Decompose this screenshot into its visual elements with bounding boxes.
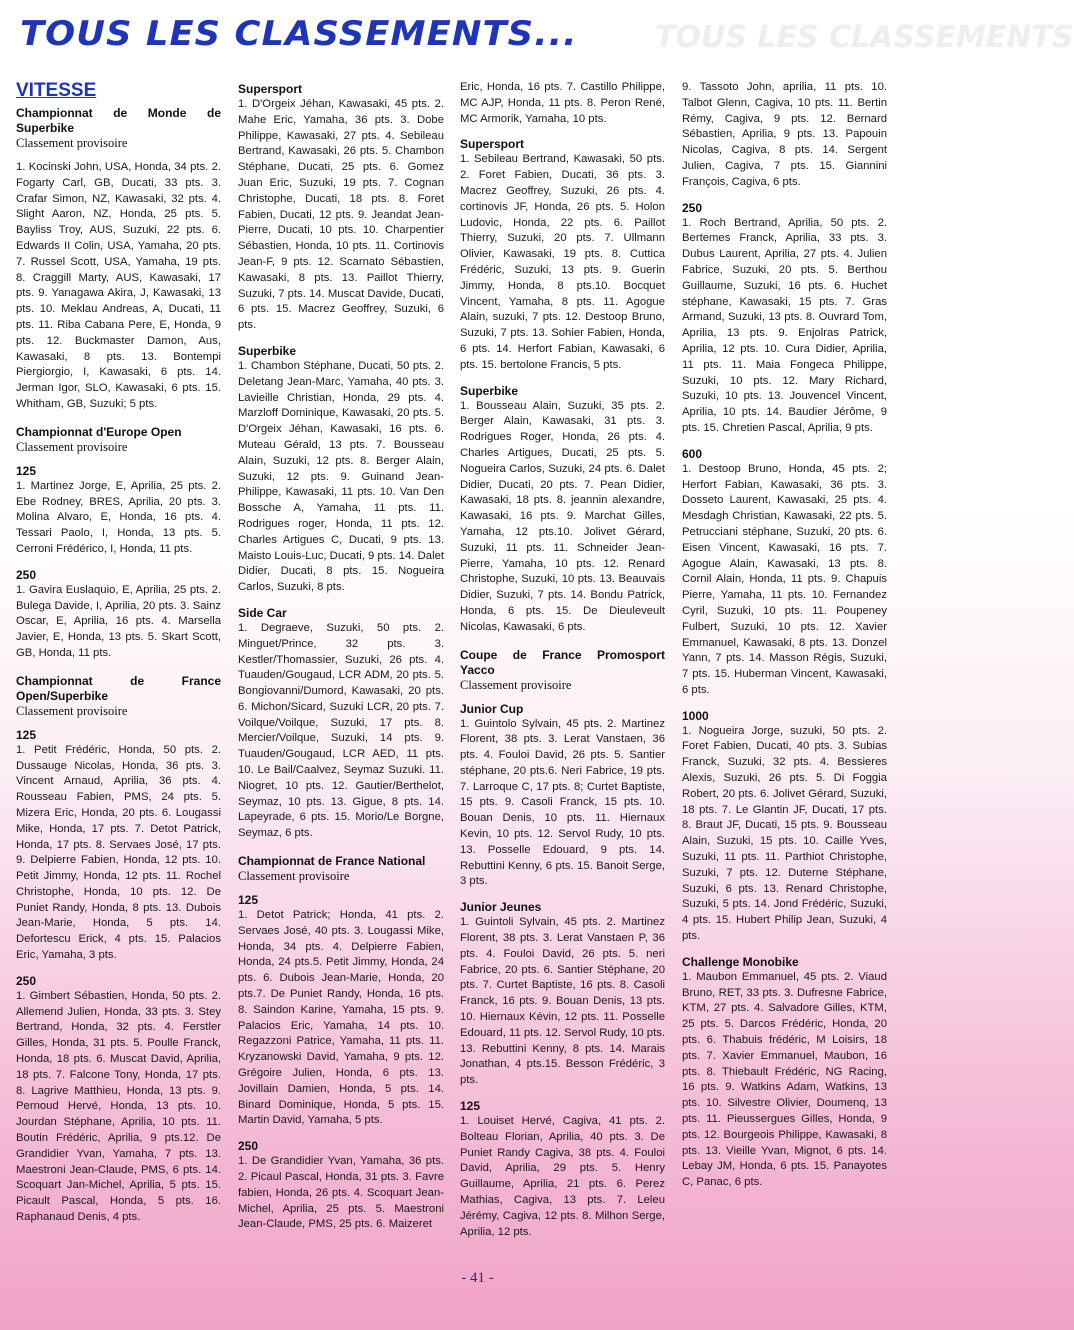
class-label: 125 (460, 1099, 481, 1114)
class-label: 250 (16, 567, 37, 582)
ranking-block (682, 80, 887, 1191)
class-label: Challenge Monobike (682, 954, 799, 969)
class-group (682, 709, 887, 945)
class-group (682, 80, 887, 191)
class-label: Junior Cup (460, 701, 524, 716)
class-group (682, 447, 887, 699)
section-title: VITESSE (16, 80, 97, 101)
standings-text: 1. Guintolo Sylvain, 45 pts. 2. Martinez Florent, 38 pts. 3. Lerat Vanstaen, 36 pts. 4. Fouloi David, 26 pts. 5. Santier stéphane, 20 pts.6. Neri Fabrice, 19 pts. 7. Larroque C, 17 pts. 8; Curtet Baptiste, 15 pts. 9. Casoli Franck, 15 pts. 10. Bouan Denis, 10 pts. 11. Hiernaux Kevin, 10 pts. 12. Servol Rudy, 10 pts. 13. Posselle Edouard, 9 pts. 14. Rebuttini Kenny, 6 pts. 15. Banoit Serge, 3 pts. (460, 717, 665, 888)
standings-text: 1. Guintoli Sylvain, 45 pts. 2. Martinez Florent, 38 pts. 3. Lerat Vanstaen P, 36 pts. 4. Fouloi David, 26 pts. 5. neri Fabrice, 20 pts. 6. Santier Stéphane, 20 pts. 7. Curtet Baptiste, 16 pts. 8. Casoli Franck, 16 pts. 9. Bouan Denis, 13 pts. 10. Hiernaux Kévin, 12 pts. 11. Posselle Edouard, 11 pts. 12. Servol Rudy, 10 pts. 13. Rebuttini Kenny, 8 pts. 14. Marais Jonathan, 4 pts.15. Besson Frédéric, 3 pts. (460, 916, 665, 1087)
class-label: 250 (16, 973, 37, 988)
standings-text: 1. Gimbert Sébastien, Honda, 50 pts. 2. Allemend Julien, Honda, 33 pts. 3. Stey Bertrand, Honda, 32 pts. 4. Ferstler Gilles, Honda, 31 pts. 5. Poulle Franck, Honda, 18 pts. 6. Muscat David, Aprilia, 18 pts. 7. Falcone Tony, Honda, 17 pts. 8. Lagrive Matthieu, Honda, 13 pts. 9. Pernoud Hervé, Honda, 13 pts. 10. Jourdan Stéphane, Aprilia, 10 pts. 11. Boutin Frédéric, Aprilia, 9 pts.12. De Grandidier Yvan, Yamaha, 7 pts. 13. Maestroni Jean-Claude, PMS, 6 pts. 14. Scoquart Jan-Michel, Aprilia, 5 pts. 15. Picault Pascal, Honda, 5 pts. 16. Raphanaud Denis, 4 pts. (16, 989, 221, 1224)
provisional-label: Classement provisoire (16, 439, 128, 454)
standings-text: 1. Detot Patrick; Honda, 41 pts. 2. Servaes José, 40 pts. 3. Lougassi Mike, Honda, 34 pts. 4. Delpierre Fabien, Honda, 24 pts.5. Petit Jimmy, Honda, 24 pts. 6. Dubois Jean-Marie, Honda, 20 pts.7. De Puniet Randy, Honda, 16 pts. 8. Saindon Karine, Yamaha, 15 pts. 9. Palacios Eric, Yamaha, 14 pts. 10. Regazzoni Patrice, Yamaha, 11 pts. 11. Kryzanowski David, Yamaha, 9 pts. 12. Grégoire Julien, Honda, 6 pts. 13. Jovillain Damien, Honda, 5 pts. 14. Binard Dominique, Honda, 5 pts. 15. Martin David, Yamaha, 5 pts. (238, 909, 444, 1127)
class-group (238, 82, 444, 334)
standings-text: 1. Bousseau Alain, Suzuki, 35 pts. 2. Berger Alain, Kawasaki, 31 pts. 3. Rodrigues Roger, Honda, 26 pts. 4. Charles Artigues, Ducati, 25 pts. 5. Nogueira Carlos, Suzuki, 24 pts. 6. Dalet Didier, Ducati, 20 pts. 7. Pean Didier, Kawasaki, 18 pts. 8. jeannin alexandre, Kawasaki, 16 pts. 9. Marchat Gilles, Yamaha, 12 pts.10. Jolivet Gérard, Suzuki, 11 pts. 11. Schneider Jean-Pierre, Yamaha, 10 pts. 12. Renard Christophe, Suzuki, 10 pts. 13. Beauvais Didier, Suzuki, 7 pts. 14. Bondu Patrick, Honda, 6 pts. 15. De Dieuleveult Nicolas, Kawasaki, 6 pts. (460, 399, 665, 633)
class-group (460, 900, 665, 1089)
championship-heading: Championnat d'Europe Open (16, 424, 182, 439)
provisional-label: Classement provisoire (238, 869, 350, 884)
ranking-block (238, 854, 444, 1233)
standings-text: 1. Martinez Jorge, E, Aprilia, 25 pts. 2. Ebe Rodney, BRES, Aprilia, 20 pts. 3. Molina Alvaro, E, Honda, 16 pts. 4. Tessari Paolo, I, Honda, 13 pts. 5. Cerroni Frédérico, I, Honda, 11 pts. (16, 479, 221, 555)
class-label: 600 (682, 446, 703, 461)
ranking-block (460, 648, 665, 1241)
standings-text: 1. D'Orgeix Jéhan, Kawasaki, 45 pts. 2. Mahe Eric, Yamaha, 36 pts. 3. Dobe Philippe, Kawasaki, 27 pts. 4. Sebileau Bertrand, Kawasaki, 26 pts. 5. Chambon Stéphane, Ducati, 25 pts. 6. Gomez Juan Eric, Suzuki, 19 pts. 7. Cognan Christophe, Ducati, 18 pts. 8. Foret Fabien, Ducati, 12 pts. 9. Jeandat Jean-Pierre, Ducati, 10 pts. 10. Charpentier Sébastien, Honda, 10 pts. 11. Cortinovis Jean-F, 9 pts. 12. Scarnato Sébastien, Kawasaki, 8 pts. 13. Paillot Thierry, Suzuki, 7 pts. 14. Muscat Davide, Ducati, 6 pts. 15. Macrez Geoffrey, Suzuki, 6 pts. (238, 98, 444, 332)
standings-text: 1. Nogueira Jorge, suzuki, 50 pts. 2. Foret Fabien, Ducati, 40 pts. 3. Subias Franck, Suzuki, 32 pts. 4. Bessieres Alexis, Suzuki, 26 pts. 5. Di Foggia Robert, 20 pts. 6. Jolivet Gérard, Suzuki, 18 pts. 7. Le Glantin JF, Ducati, 17 pts. 8. Braut JF, Ducati, 15 pts. 9. Bousseau Alain, Suzuki, 15 pts. 10. Caille Yves, Suzuki, 11 pts. 11. Parthiot Christophe, Suzuki, 7 pts. 12. Duterne Stéphane, Suzuki, 6 pts. 13. Renard Christophe, Suzuki, 5 pts. 14. Jond Frédéric, Suzuki, 4 pts. 15. Hubert Philip Jean, Suzuki, 4 pts. (682, 724, 887, 943)
standings-text: 1. Louiset Hervé, Cagiva, 41 pts. 2. Bolteau Florian, Aprilia, 40 pts. 3. De Puniet Randy Cagiva, 38 pts. 4. Fouloi David, Aprilia, 29 pts. 5. Henry Guillaume, Aprilia, 21 pts. 6. Perez Mathias, Cagiva, 13 pts. 7. Leleu Jérémy, Cagiva, 12 pts. 8. Milhon Serge, Aprilia, 12 pts. (460, 1115, 665, 1238)
standings-text: 1. De Grandidier Yvan, Yamaha, 36 pts. 2. Picaul Pascal, Honda, 31 pts. 3. Favre fabien, Honda, 26 pts. 4. Scoquart Jean-Michel, Aprilia, 25 pts. 5. Maestroni Jean-Claude, PMS, 25 pts. 6. Maizeret (238, 1155, 444, 1231)
ranking-block (460, 80, 665, 636)
class-group (460, 384, 665, 636)
standings-text: 1. Roch Bertrand, Aprilia, 50 pts. 2. Bertemes Franck, Aprilia, 33 pts. 3. Dubus Laurent, Aprilia, 27 pts. 4. Julien Fabrice, Suzuki, 20 pts. 5. Berthou Guillaume, Suzuki, 16 pts. 6. Huchet stéphane, Kawasaki, 15 pts. 7. Gras Armand, Suzuki, 13 pts. 8. Ouvrard Tom, Aprilia, 13 pts. 9. Enjolras Patrick, Aprilia, 12 pts. 10. Cura Didier, Aprilia, 11 pts. 11. Maia Fongeca Philippe, Suzuki, 10 pts. 12. Mary Richard, Suzuki, 10 pts. 13. Jouvencel Vincent, Aprilia, 10 pts. 14. Baudier Jérôme, 9 pts. 15. Chretien Pascal, Aprilia, 9 pts. (682, 216, 887, 434)
class-label: Supersport (460, 137, 525, 152)
ranking-block (16, 674, 221, 1226)
class-label: Superbike (460, 383, 519, 398)
class-label: Supersport (238, 82, 303, 96)
standings-text: 1. Kocinski John, USA, Honda, 34 pts. 2. Fogarty Carl, GB, Ducati, 33 pts. 3. Crafar Simon, NZ, Kawasaki, 32 pts. 4. Slight Aaron, NZ, Honda, 25 pts. 5. Bayliss Troy, AUS, Suzuki, 22 pts. 6. Edwards II Colin, USA, Yamaha, 20 pts. 7. Russel Scott, USA, Yamaha, 19 pts. 8. Craggill Marty, AUS, Kawasaki, 17 pts. 9. Yanagawa Akira, J, Kawasaki, 13 pts. 10. Meklau Andreas, A, Ducati, 11 pts. 11. Riba Cabana Pere, E, Honda, 9 pts. 12. Buckmaster Damon, Aus, Kawasaki, 8 pts. 13. Bontempi Piergiorgio, I, Kawasaki, 6 pts. 14. Jerman Igor, SLO, Kawasaki, 6 pts. 15. Whitham, GB, Suzuki; 5 pts. (16, 161, 221, 410)
ranking-block (16, 106, 221, 413)
championship-heading: Championnat de France National (238, 854, 426, 869)
standings-text: 1. Chambon Stéphane, Ducati, 50 pts. 2. Deletang Jean-Marc, Yamaha, 40 pts. 3. Lavieille Christian, Honda, 29 pts. 4. Marzloff Dominique, Kawasaki, 20 pts. 5. D'Orgeix Jéhan, Kawasaki, 16 pts. 6. Muteau Gérald, 13 pts. 7. Bousseau Alain, Suzuki, 12 pts. 8. Berger Alain, Suzuki, 12 pts. 9. Guinand Jean-Philippe, Kawasaki, 11 pts. 10. Van Den Bossche A, Yamaha, 11 pts. 11. Rodrigues roger, Honda, 11 pts. 12. Charles Artigues C, Ducati, 9 pts. 13. Maisto Louis-Luc, Ducati, 9 pts. 14. Dalet Didier, Ducati, 8 pts. 15. Nogueira Carlos, Suzuki, 8 pts. (238, 359, 444, 594)
class-group (460, 80, 665, 127)
provisional-label: Classement provisoire (16, 703, 128, 718)
class-group (238, 344, 444, 596)
standings-text: 1. Destoop Bruno, Honda, 45 pts. 2; Herfort Fabian, Kawasaki, 36 pts. 3. Dosseto Laurent, Kawasaki, 25 pts. 4. Mesdagh Christian, Kawasaki, 22 pts. 5. Petrucciani stéphane, Suzuki, 20 pts. 6. Eisen Vincent, Kawasaki, 16 pts. 7. Agogue Alain, Kawasaki, 13 pts. 8. Cornil Alain, Honda, 11 pts. 9. Chapuis Pierre, Yamaha, 11 pts. 10. Fernandez Cyril, Suzuki, 10 pts. 11. Poupeney Fulbert, Suzuki, 10 pts. 12. Xavier Emmanuel, Kawasaki, 8 pts. 13. Donzel Yann, 7 pts. 14. Masson Régis, Suzuki, 7 pts. 15. Huberman Vincent, Kawasaki, 6 pts. (682, 462, 887, 696)
standings-text: 1. Sebileau Bertrand, Kawasaki, 50 pts. 2. Foret Fabien, Ducati, 36 pts. 3. Macrez Geoffrey, Suzuki, 26 pts. 4. cortinovis JF, Honda, 26 pts. 5. Holon Ludovic, Honda, 22 pts. 6. Paillot Thierry, Suzuki, 20 pts. 7. Ullmann Olivier, Kawasaki, 19 pts. 8. Cuttica Frédéric, Suzuki, 13 pts. 9. Guerin Jimmy, Honda, 8 pts.10. Bocquet Vincent, Yamaha, 8 pts. 11. Agogue Alain, suzuki, 7 pts. 12. Destoop Bruno, Suzuki, 7 pts. 13. Sohier Fabien, Honda, 6 pts. 14. Herfort Fabian, Kawasaki, 6 pts. 15. bertolone Francis, 5 pts. (460, 153, 665, 371)
column-4 (682, 80, 887, 1203)
provisional-label: Classement provisoire (460, 677, 572, 692)
provisional-label: Classement provisoire (16, 136, 128, 150)
class-label: 1000 (682, 708, 709, 723)
ranking-block (238, 82, 444, 842)
championship-heading: Coupe de France Promosport Yacco (460, 647, 665, 677)
column-1 (16, 80, 221, 1238)
class-group (16, 568, 221, 662)
column-2 (238, 80, 444, 1245)
page-title: TOUS LES CLASSEMENTS... (20, 14, 578, 54)
class-label: Side Car (238, 605, 287, 620)
standings-text: 1. Degraeve, Suzuki, 50 pts. 2. Minguet/Prince, 32 pts. 3. Kestler/Thomassier, Suzuki, 26 pts. 4. Tuauden/Gougaud, LCR ADM, 20 pts. 5. Bongiovanni/Dumord, Kawasaki, 20 pts. 6. Michon/Sicard, Suzuki LCR, 20 pts. 7. Voilque/Voilque, Suzuki, 17 pts. 8. Mercier/Voilque, Suzuki, 14 pts. 9. Tuauden/Gougaud, LCR AED, 11 pts. 10. Le Bail/Caalvez, Seymaz Suzuki. 11. Niogret, 10 pts. 12. Gautier/Berthelot, Seymaz, 10 pts. 13. Gigue, 8 pts. 14. Lapeyrade, 6 pts. 15. Morio/Le Borgne, Seymaz, 6 pts. (238, 621, 444, 840)
ranking-block (16, 425, 221, 662)
championship-heading: Championnat de Monde de Superbike (16, 106, 221, 135)
standings-text: 1. Gavira Euslaquio, E, Aprilia, 25 pts. 2. Bulega Davide, I, Aprilia, 20 pts. 3. Sainz Oscar, E, Aprilia, 16 pts. 4. Marsella Javier, E, Honda, 13 pts. 5. Skart Scott, GB, Honda, 11 pts. (16, 583, 221, 659)
standings-text: Eric, Honda, 16 pts. 7. Castillo Philippe, MC AJP, Honda, 11 pts. 8. Peron René, MC Armorik, Yamaha, 10 pts. (460, 81, 665, 125)
page-title-show-through: TOUS LES CLASSEMENTS (655, 20, 1074, 55)
standings-text: 1. Maubon Emmanuel, 45 pts. 2. Viaud Bruno, RET, 33 pts. 3. Dufresne Fabrice, KTM, 27 pts. 4. Salvadore Gilles, KTM, 25 pts. 5. Darcos Frédéric, Honda, 20 pts. 6. Thabuis frédéric, M Loisirs, 18 pts. 7. Xavier Emmanuel, Maubon, 16 pts. 8. Thiebault Frédéric, NG Racing, 16 pts. 9. Watkins Adam, Watkins, 13 pts. 10. Silvestre Olivier, Doumenq, 13 pts. 11. Pieussergues Gilles, Honda, 9 pts. 12. Bourgeois Philippe, Kawasaki, 8 pts. 13. Vieille Yvan, Mignot, 6 pts. 14. Lebay JM, Honda, 6 pts. 15. Panayotes C, Panac, 6 pts. (682, 970, 887, 1189)
class-group (16, 974, 221, 1226)
class-group (460, 137, 665, 373)
class-group (16, 160, 221, 413)
class-group (682, 201, 887, 437)
class-group (238, 606, 444, 842)
class-label: 250 (682, 200, 703, 215)
class-label: 125 (16, 727, 37, 742)
class-group (16, 728, 221, 964)
column-3 (460, 80, 665, 1252)
class-label: Junior Jeunes (460, 900, 542, 915)
class-group (460, 1099, 665, 1240)
class-label: 125 (16, 463, 37, 478)
page-number: - 41 - (461, 1270, 494, 1286)
standings-text: 9. Tassoto John, aprilia, 11 pts. 10. Talbot Glenn, Cagiva, 10 pts. 11. Bertin Rémy, Cagiva, 9 pts. 12. Bernard Sébastien, Aprilia, 9 pts. 13. Papouin Nicolas, Cagiva, 8 pts. 14. Sergent Julien, Cagiva, 7 pts. 15. Giannini François, Cagiva, 6 pts. (682, 81, 887, 188)
class-label: Superbike (238, 343, 297, 358)
championship-heading: Championnat de France Open/Superbike (16, 673, 221, 703)
class-group (16, 464, 221, 558)
class-label: 250 (238, 1139, 259, 1154)
standings-text: 1. Petit Frédéric, Honda, 50 pts. 2. Dussauge Nicolas, Honda, 36 pts. 3. Vincent Arnaud, Aprilia, 36 pts. 4. Rousseau Fabien, PMS, 24 pts. 5. Mizera Eric, Honda, 20 pts. 6. Lougassi Mike, Honda, 17 pts. 7. Detot Patrick, Honda, 17 pts. 8. Servaes José, 17 pts. 9. Delpierre Fabien, Honda, 12 pts. 10. Petit Jimmy, Honda, 12 pts. 11. Rochel Christophe, Honda, 10 pts. 12. De Puniet Randy, Honda, 8 pts. 13. Dubois Jean-Marie, Honda, 5 pts. 14. Defortescu Erick, 4 pts. 15. Palacios Eric, Yamaha, 3 pts. (16, 743, 221, 962)
class-group (682, 955, 887, 1191)
class-label: 125 (238, 893, 259, 908)
class-group (238, 1139, 444, 1233)
class-group (460, 702, 665, 891)
class-group (238, 893, 444, 1129)
